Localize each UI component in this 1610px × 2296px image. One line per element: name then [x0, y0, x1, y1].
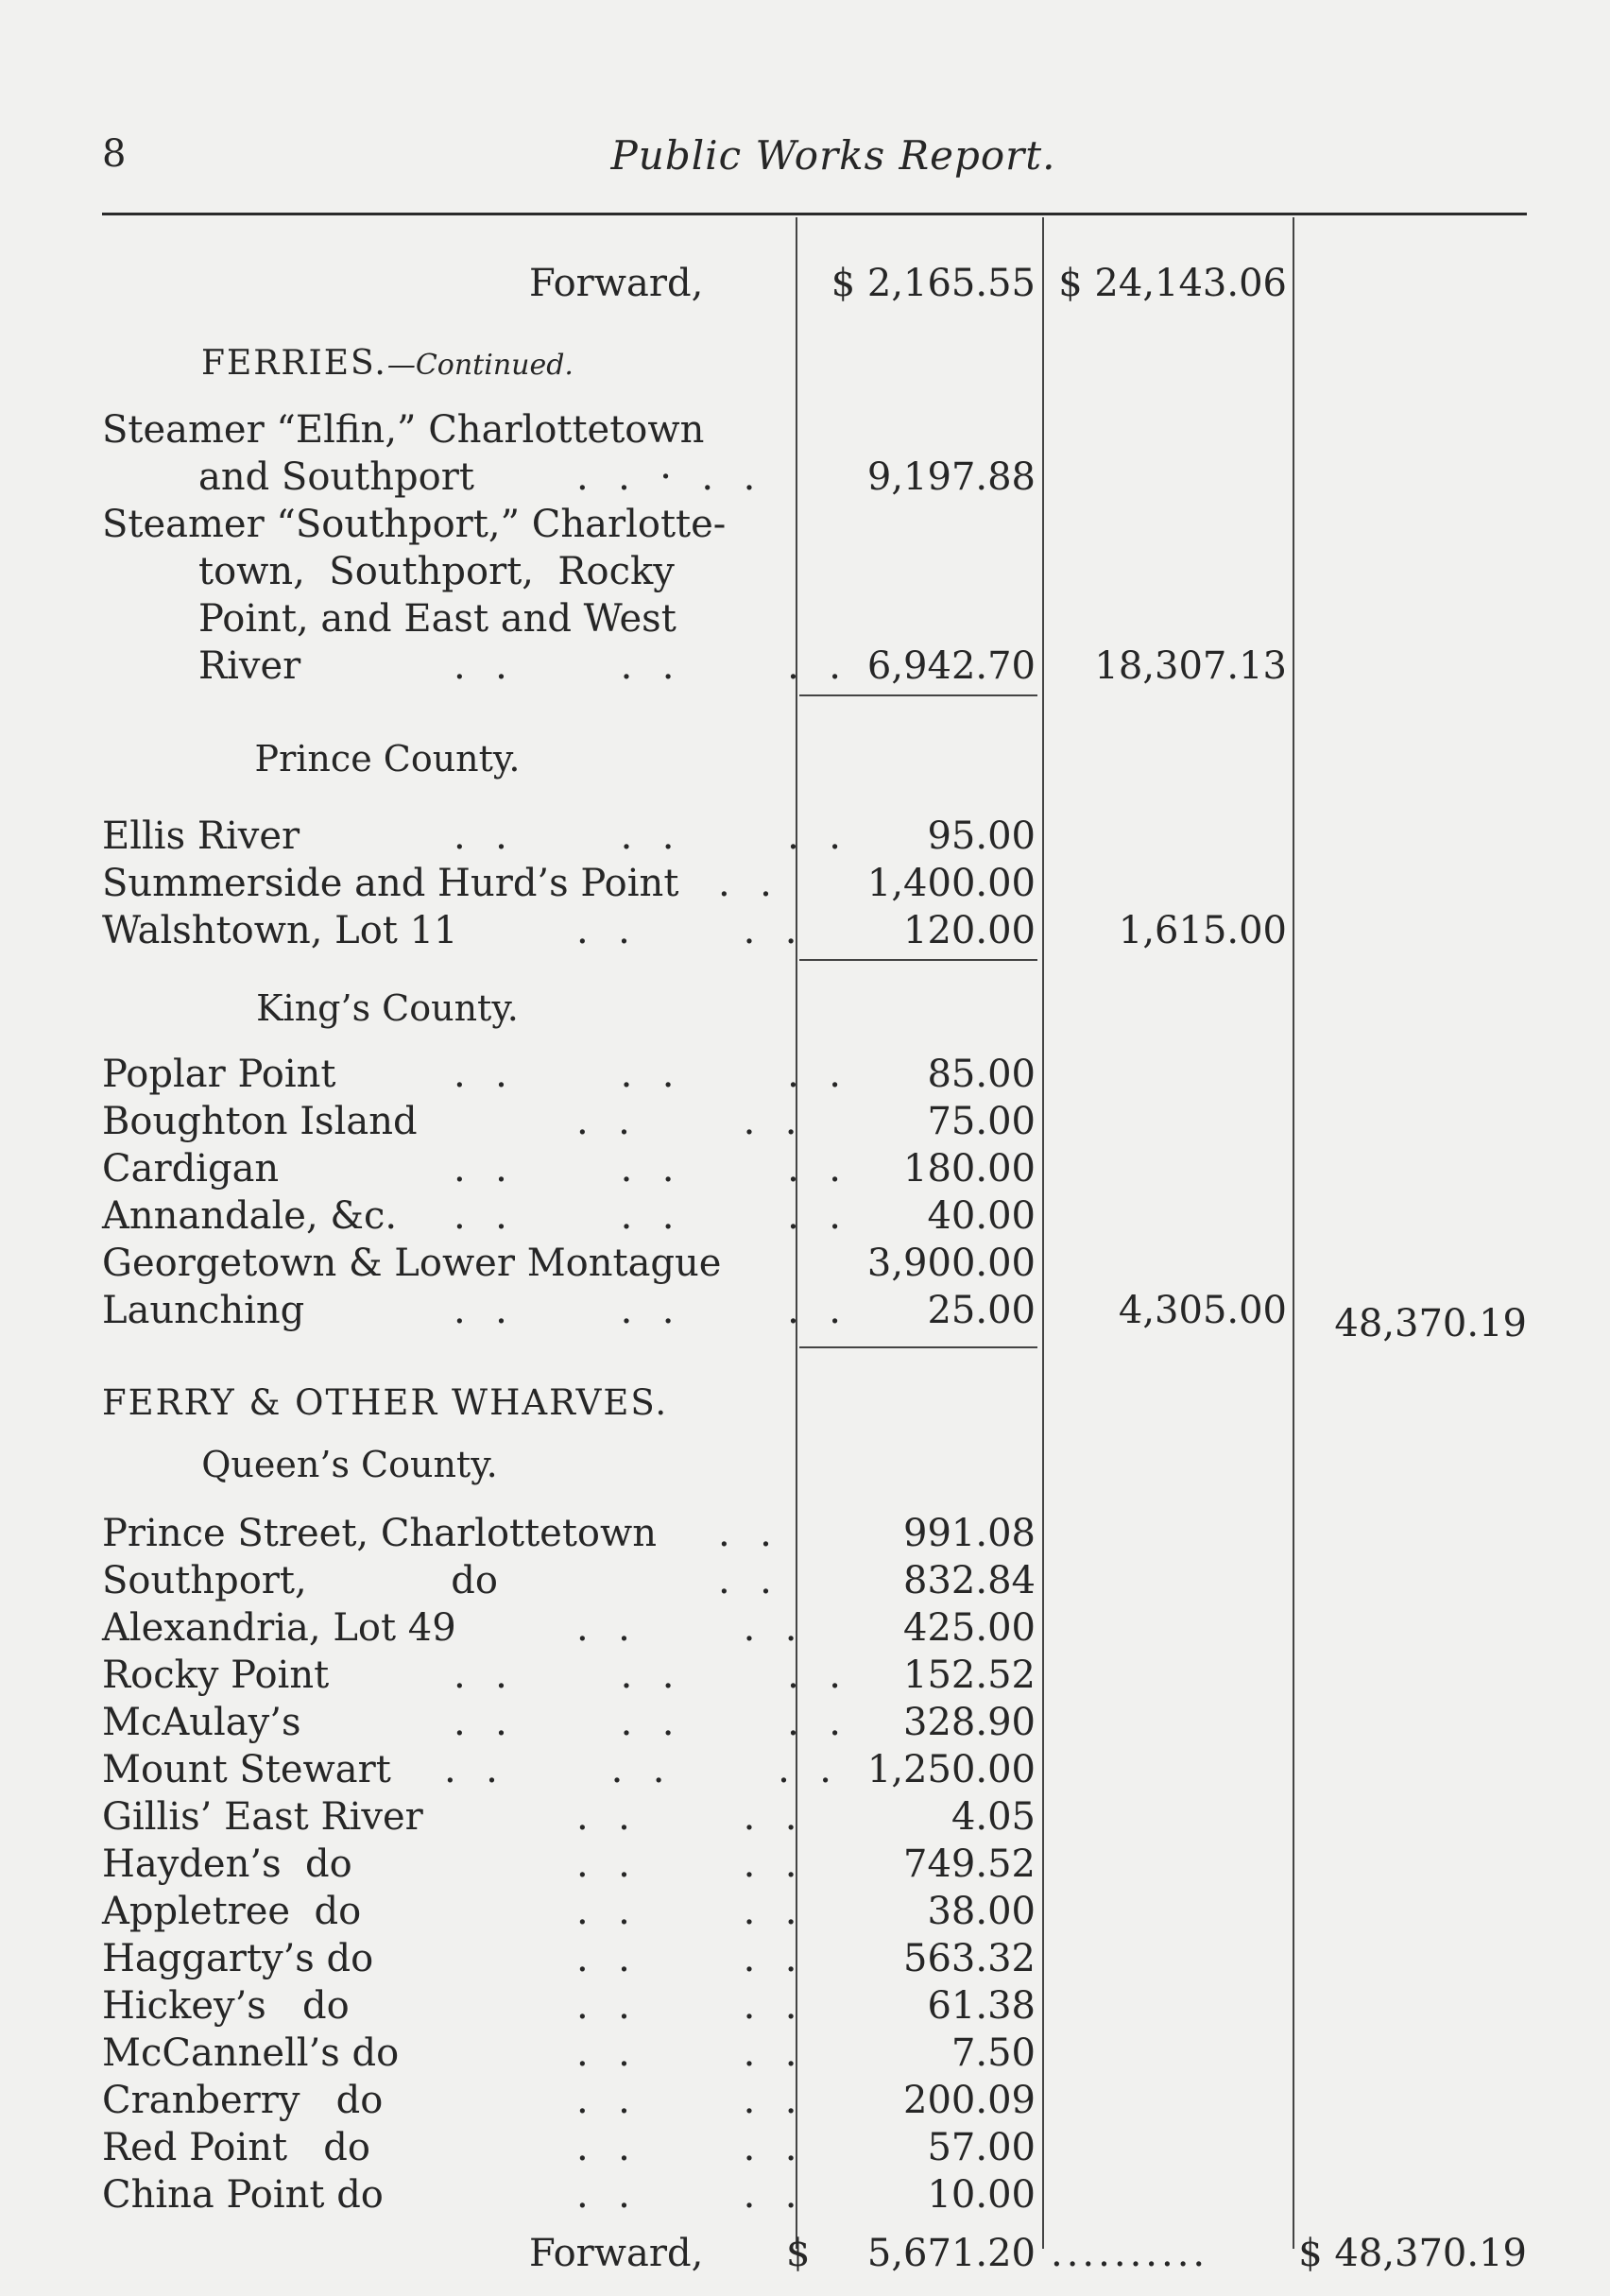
list-item: [0, 1935, 1610, 1982]
item-amount: 1,250.00: [866, 1748, 1036, 1791]
list-item: [0, 1793, 1610, 1841]
forward-label: Forward,: [529, 262, 704, 305]
item-name: Ellis River: [102, 814, 300, 858]
item-amount: 10.00: [927, 2173, 1036, 2217]
item-name: Boughton Island: [102, 1100, 418, 1143]
leader-dots: . . . .: [576, 2126, 799, 2169]
list-item: [0, 1604, 1610, 1652]
item-amount: 180.00: [903, 1147, 1036, 1191]
item-name: Red Point do: [102, 2126, 370, 2169]
list-item: [0, 1240, 1610, 1287]
item-name: Gillis’ East River: [102, 1795, 423, 1839]
item-amount: 3,900.00: [866, 1242, 1036, 1285]
list-item: [0, 2124, 1610, 2171]
item-amount: 61.38: [927, 1984, 1036, 2028]
leader-dots: . . . . . .: [454, 644, 844, 688]
leader-dots: . . . . . .: [454, 1053, 844, 1096]
item-name: Southport, do: [102, 1559, 498, 1602]
subtotal-rule-prince: [799, 959, 1037, 961]
item-name: Rocky Point: [102, 1653, 330, 1697]
leader-dots: . . . . . .: [444, 1748, 834, 1791]
list-item: [0, 1557, 1610, 1604]
header-rule: [102, 213, 1527, 215]
list-item: [0, 860, 1610, 907]
leader-dots: . . . . . .: [454, 1653, 844, 1697]
list-item: [0, 1098, 1610, 1145]
list-item: [0, 907, 1610, 954]
leader-dots: . . . .: [576, 1606, 799, 1650]
list-item: [0, 1652, 1610, 1699]
section-heading-wharves: [0, 1379, 1610, 1427]
item-amount: 40.00: [927, 1194, 1036, 1238]
leader-dots: . . . .: [576, 1842, 799, 1886]
southport-line2: town, Southport, Rocky: [198, 550, 675, 593]
item-amount: 991.08: [903, 1512, 1036, 1555]
section-heading-kings: King’s County.: [256, 987, 519, 1029]
entry-elfin-line2: [0, 454, 1610, 501]
item-name: Haggarty’s do: [102, 1937, 374, 1980]
leader-dots: . . . . . .: [454, 1701, 844, 1744]
ferries-continued: —Continued.: [386, 349, 574, 382]
leader-dots: . .: [718, 1559, 774, 1602]
leader-dots: . . . .: [576, 1795, 799, 1839]
item-amount: 7.50: [951, 2031, 1036, 2075]
forward-col1: 5,671.20: [866, 2232, 1036, 2275]
southport-amount: 6,942.70: [866, 644, 1036, 688]
page-title: Public Works Report.: [610, 132, 1056, 179]
leader-dots: . . . .: [576, 1890, 799, 1933]
leader-dots: . .: [718, 1512, 774, 1555]
item-amount: 832.84: [903, 1559, 1036, 1602]
leader-dots: . . · . .: [576, 455, 758, 499]
leader-dots: . . . . . .: [454, 1194, 844, 1238]
item-amount: 328.90: [903, 1701, 1036, 1744]
leader-dots: ..........: [1051, 2232, 1209, 2275]
leader-dots: . . . . . .: [454, 1147, 844, 1191]
list-item: [0, 1192, 1610, 1240]
section-subheading-queens: Queen’s County.: [201, 1444, 498, 1485]
subtotal-rule-kings: [799, 1346, 1037, 1348]
elfin-line2: and Southport: [198, 455, 474, 499]
elfin-amount: 9,197.88: [866, 455, 1036, 499]
item-name: McAulay’s: [102, 1701, 301, 1744]
list-item: [0, 1699, 1610, 1746]
item-amount: 38.00: [927, 1890, 1036, 1933]
item-name: Hayden’s do: [102, 1842, 352, 1886]
list-item: [0, 1287, 1610, 1345]
item-amount: 57.00: [927, 2126, 1036, 2169]
forward-col2: $ 24,143.06: [1058, 262, 1287, 305]
entry-southport-line2: [0, 548, 1610, 595]
forward-col3: $ 48,370.19: [1298, 2232, 1527, 2275]
item-amount: 152.52: [903, 1653, 1036, 1697]
item-amount: 4.05: [951, 1795, 1036, 1839]
leader-dots: . . . . . .: [454, 814, 844, 858]
leader-dots: . . . .: [576, 2031, 799, 2075]
item-amount: 75.00: [927, 1100, 1036, 1143]
item-name: Georgetown & Lower Montague: [102, 1242, 722, 1285]
list-item: [0, 1510, 1610, 1557]
item-amount: 1,400.00: [866, 862, 1036, 905]
ferries-total: 18,307.13: [1094, 644, 1287, 688]
southport-line1: Steamer “Southport,” Charlotte-: [102, 503, 727, 546]
item-name: McCannell’s do: [102, 2031, 400, 2075]
leader-dots: . . . . . .: [454, 1289, 844, 1332]
item-name: Alexandria, Lot 49: [102, 1606, 456, 1650]
item-amount: 749.52: [903, 1842, 1036, 1886]
prince-total: 1,615.00: [1118, 909, 1287, 952]
list-item: [0, 2077, 1610, 2124]
currency-symbol: $: [786, 2232, 811, 2275]
item-name: Prince Street, Charlottetown: [102, 1512, 658, 1555]
list-item: [0, 1888, 1610, 1935]
elfin-line1: Steamer “Elfin,” Charlottetown: [102, 408, 705, 452]
list-item: [0, 1145, 1610, 1192]
item-name: China Point do: [102, 2173, 384, 2217]
forward-row-top: [0, 260, 1610, 307]
section-heading-prince: Prince County.: [254, 738, 521, 780]
item-amount: 95.00: [927, 814, 1036, 858]
ferries-heading: FERRIES.: [201, 344, 387, 383]
list-item: [0, 2171, 1610, 2219]
subtotal-rule-ferries: [799, 694, 1037, 696]
item-name: Hickey’s do: [102, 1984, 350, 2028]
item-name: Launching: [102, 1289, 305, 1332]
item-amount: 563.32: [903, 1937, 1036, 1980]
entry-southport-line3: [0, 595, 1610, 643]
item-name: Summerside and Hurd’s Point: [102, 862, 679, 905]
item-amount: 25.00: [927, 1289, 1036, 1332]
kings-total: 4,305.00: [1118, 1289, 1287, 1332]
leader-dots: . . . .: [576, 1100, 799, 1143]
item-amount: 200.09: [903, 2079, 1036, 2122]
leader-dots: . . . .: [576, 1937, 799, 1980]
leader-dots: . .: [718, 862, 774, 905]
list-item: [0, 1982, 1610, 2030]
forward-row-bottom: [0, 2230, 1610, 2277]
wharves-heading: FERRY & OTHER WHARVES.: [102, 1382, 669, 1423]
list-item: [0, 1841, 1610, 1888]
item-name: Walshtown, Lot 11: [102, 909, 458, 952]
item-amount: 425.00: [903, 1606, 1036, 1650]
item-name: Cardigan: [102, 1147, 280, 1191]
item-name: Appletree do: [102, 1890, 362, 1933]
forward-label: Forward,: [529, 2232, 704, 2275]
list-item: [0, 813, 1610, 860]
leader-dots: . . . .: [576, 909, 799, 952]
section-heading-ferries: [0, 340, 775, 389]
list-item: [0, 2030, 1610, 2077]
entry-southport-line1: [0, 501, 1610, 548]
page-number: 8: [102, 132, 127, 176]
item-amount: 120.00: [903, 909, 1036, 952]
leader-dots: . . . .: [576, 2079, 799, 2122]
entry-elfin-line1: [0, 406, 1610, 454]
item-name: Cranberry do: [102, 2079, 384, 2122]
item-name: Poplar Point: [102, 1053, 336, 1096]
southport-line4: River: [198, 644, 301, 688]
southport-line3: Point, and East and West: [198, 597, 677, 641]
entry-southport-line4: [0, 643, 1610, 690]
leader-dots: . . . .: [576, 1984, 799, 2028]
item-amount: 85.00: [927, 1053, 1036, 1096]
item-name: Annandale, &c.: [102, 1194, 398, 1238]
list-item: [0, 1746, 1610, 1793]
list-item: [0, 1051, 1610, 1098]
forward-col1: $ 2,165.55: [831, 262, 1036, 305]
leader-dots: . . . .: [576, 2173, 799, 2217]
grand-total: 48,370.19: [1334, 1302, 1527, 1345]
item-name: Mount Stewart: [102, 1748, 391, 1791]
